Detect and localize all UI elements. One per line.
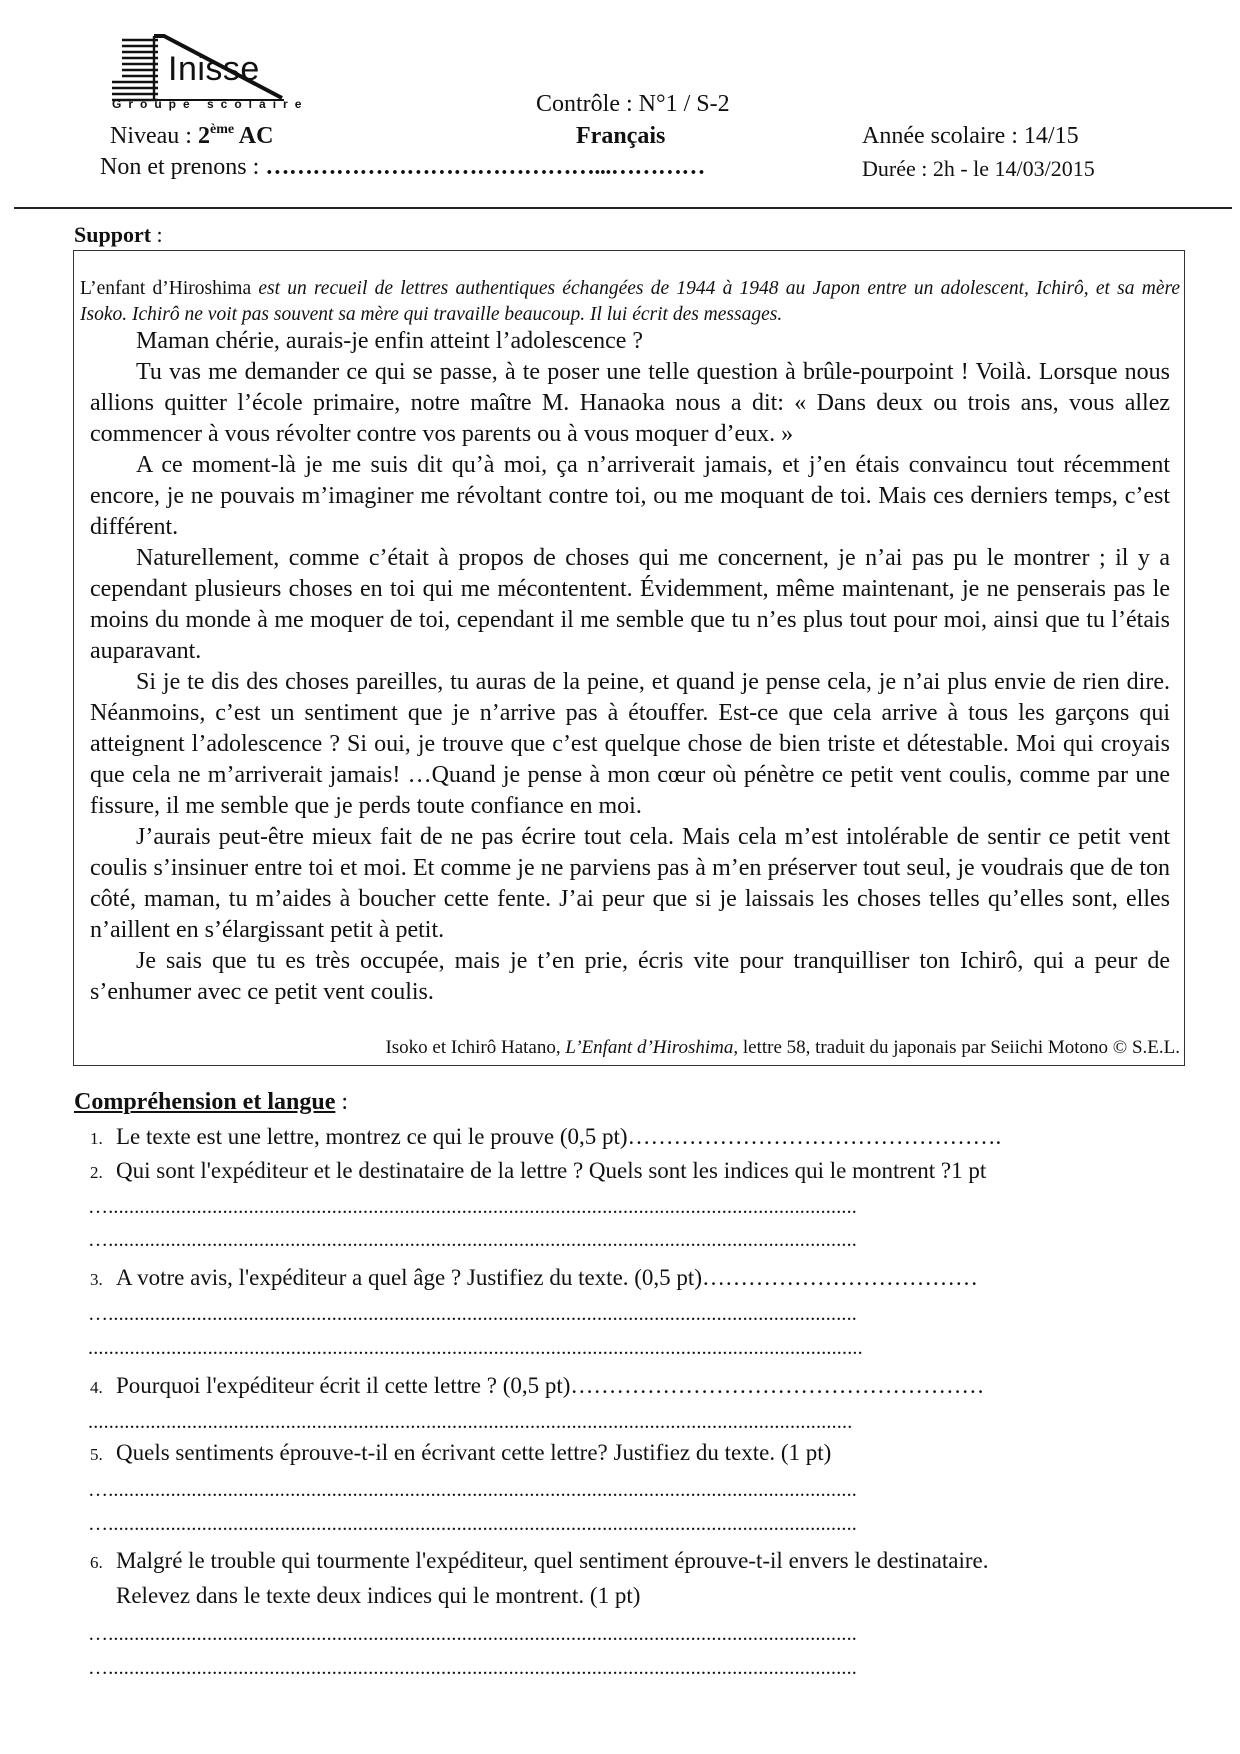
school-year: Année scolaire : 14/15 [862,123,1079,149]
exam-title: Contrôle : N°1 / S-2 [536,91,730,117]
answer-line[interactable]: …................................................................................................................................................ [88,1657,857,1679]
question-6: 6. Malgré le trouble qui tourmente l'expéditeur, quel sentiment éprouve-t-il envers le destinataire. [90,1548,989,1573]
header-divider [14,207,1232,209]
logo-subtitle: Groupe scolaire [112,97,309,111]
answer-line[interactable]: …................................................................................................................................................ [88,1623,857,1645]
letter-paragraph: A ce moment-là je me suis dit qu’à moi, ça n’arriverait jamais, et j’en étais convaincu tout récemment encore, je ne pouvais m’imaginer me révoltant contre toi, ou me moquant de toi. Mais ces derniers temps, c’est différent. [90,452,1170,540]
question-4: 4. Pourquoi l'expéditeur écrit il cette lettre ? (0,5 pt)……………………………………………… [90,1373,985,1398]
answer-line[interactable]: …................................................................................................................................................ [88,1196,857,1218]
level-label: Niveau : 2ème AC [110,122,274,149]
letter-text [90,326,1170,1008]
support-intro: L’enfant d’Hiroshima est un recueil de lettres authentiques échangées de 1944 à 1948 au Japon entre un adolescent, Ichirô, et sa mère Isoko. Ichirô ne voit pas souvent sa mère qui travaille beaucoup. Il lui écrit des messages. [80,278,1180,325]
question-6-continuation: Relevez dans le texte deux indices qui le montrent. (1 pt) [116,1583,641,1608]
comprehension-heading: Compréhension et langue : [74,1089,349,1115]
answer-line[interactable]: …................................................................................................................................................ [88,1303,857,1325]
answer-line[interactable]: ..................................................................................................................................................... [88,1337,863,1359]
answer-line[interactable]: …................................................................................................................................................ [88,1479,857,1501]
support-heading: Support : [74,222,163,247]
answer-line[interactable]: ................................................................................................................................................... [88,1411,853,1433]
answer-line[interactable]: …................................................................................................................................................ [88,1513,857,1535]
letter-paragraph: Tu vas me demander ce qui se passe, à te poser une telle question à brûle-pourpoint ! Voilà. Lorsque nous allions quitter l’école primaire, notre maître M. Hanaoka nous a dit: « Dans deux ou trois ans, vous allez commencer à vous révolter contre vos parents ou à vous moquer d’eux. » [90,359,1170,447]
letter-paragraph: J’aurais peut-être mieux fait de ne pas écrire tout cela. Mais cela m’est intolérable de sentir ce petit vent coulis s’insinuer entre toi et moi. Et comme je ne parviens pas à m’en préserver tout seul, je voudrais que de ton côté, maman, tu m’aides à boucher cette fente. J’ai peur que si je laissais les choses telles qu’elles sont, elles n’aillent en s’élargissant petit à petit. [90,824,1170,943]
answer-line[interactable]: …................................................................................................................................................ [88,1229,857,1251]
logo-name: Inisse [168,50,260,88]
letter-paragraph: Si je te dis des choses pareilles, tu auras de la peine, et quand je pense cela, je n’ai plus envie de rien dire. Néanmoins, c’est un sentiment que je n’arrive pas à étouffer. Est-ce que cela arrive à tous les garçons qui atteignent l’adolescence ? Si oui, je trouve que c’est quelque chose de bien triste et détestable. Moi qui croyais que cela ne m’arriverait jamais! …Quand je pense à mon cœur où pénètre ce petit vent coulis, comme par une fissure, il me semble que je perds toute confiance en moi. [90,669,1170,819]
question-5: 5. Quels sentiments éprouve-t-il en écrivant cette lettre? Justifiez du texte. (1 pt) [90,1440,832,1465]
letter-paragraph: Maman chérie, aurais-je enfin atteint l’adolescence ? [136,328,644,354]
student-name-field[interactable]: Non et prenons : ……………………………………...………… [100,154,705,180]
subject-label: Français [576,123,666,149]
question-1: 1. Le texte est une lettre, montrez ce qui le prouve (0,5 pt)…………………………………………. [90,1124,1002,1149]
exam-duration: Durée : 2h - le 14/03/2015 [862,156,1095,181]
text-source: Isoko et Ichirô Hatano, L’Enfant d’Hiroshima, lettre 58, traduit du japonais par Seiichi Motono © S.E.L. [385,1037,1180,1058]
letter-paragraph: Naturellement, comme c’était à propos de choses qui me concernent, je n’ai pas pu le montrer ; il y a cependant plusieurs choses en toi qui me mécontentent. Évidemment, même maintenant, je ne penserais pas le moins du monde à me moquer de toi, cependant il me semble que tu n’es plus tout pour moi, ainsi que tu l’étais auparavant. [90,545,1170,664]
question-3: 3. A votre avis, l'expéditeur a quel âge ? Justifiez du texte. (0,5 pt)……………………………… [90,1265,978,1290]
question-2: 2. Qui sont l'expéditeur et le destinataire de la lettre ? Quels sont les indices qui le montrent ?1 pt [90,1158,987,1183]
letter-paragraph: Je sais que tu es très occupée, mais je t’en prie, écris vite pour tranquilliser ton Ichirô, qui a peur de s’enhumer avec ce petit vent coulis. [90,948,1170,1005]
